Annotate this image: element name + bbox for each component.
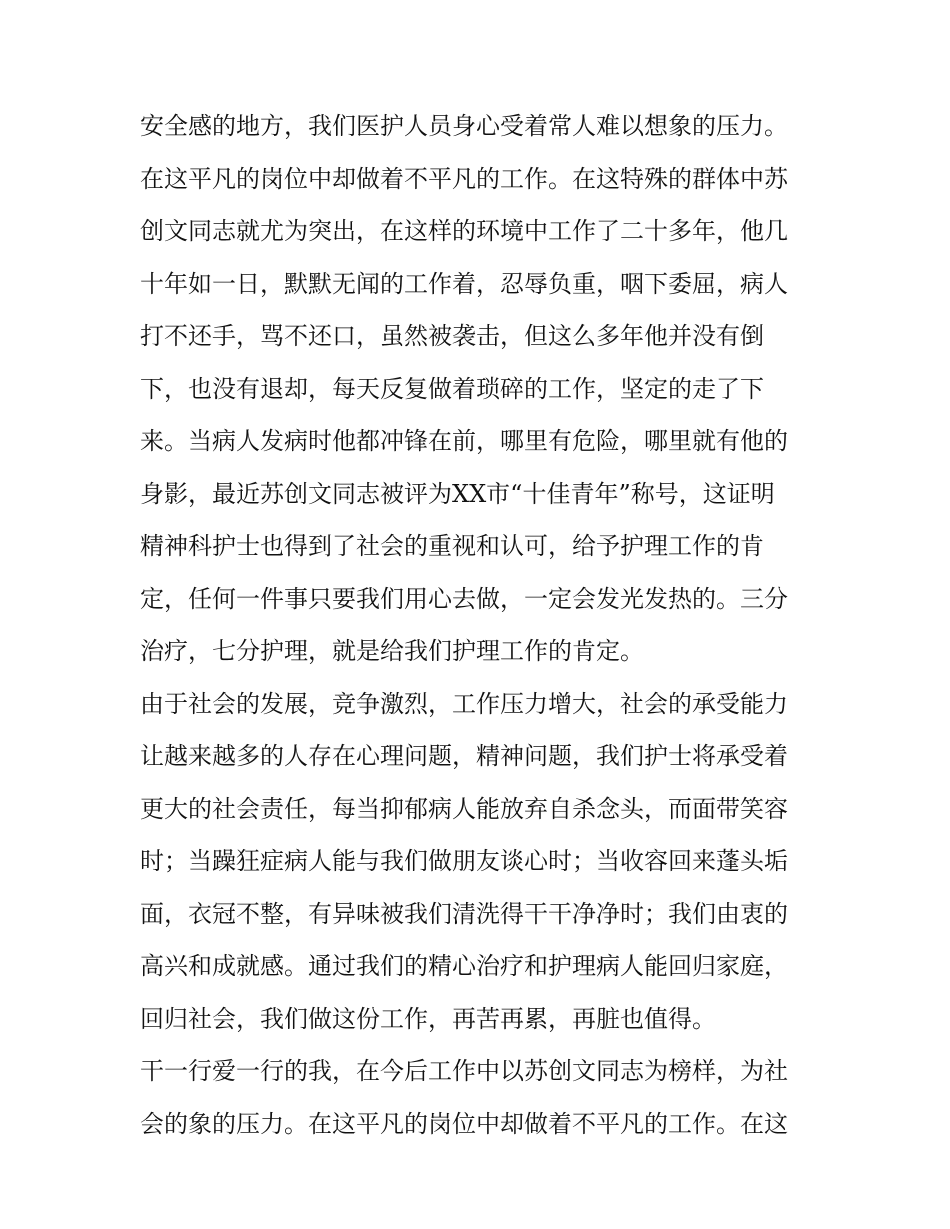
text-line: 打不还手，骂不还口，虽然被袭击，但这么多年他并没有倒 (140, 322, 764, 350)
text-line: 身影，最近苏创文同志被评为XX市“十佳青年”称号，这证明 (140, 479, 775, 508)
text-line: 高兴和成就感。通过我们的精心治疗和护理病人能回归家庭， (140, 952, 788, 980)
text-line: 治疗，七分护理，就是给我们护理工作的肯定。 (140, 637, 644, 665)
text-line: 安全感的地方，我们医护人员身心受着常人难以想象的压力。 (140, 112, 788, 140)
text-line: 在这平凡的岗位中却做着不平凡的工作。在这特殊的群体中苏 (140, 164, 788, 193)
text-line: 下，也没有退却，每天反复做着琐碎的工作，坚定的走了下 (140, 374, 764, 403)
text-line: 会的象的压力。在这平凡的岗位中却做着不平凡的工作。在这 (140, 1109, 788, 1138)
text-line: 创文同志就尤为突出，在这样的环境中工作了二十多年，他几 (140, 217, 788, 245)
text-line: 来。当病人发病时他都冲锋在前，哪里有危险，哪里就有他的 (140, 427, 788, 455)
text-line: 由于社会的发展，竞争激烈，工作压力增大，社会的承受能力 (140, 689, 788, 718)
text-line: 干一行爱一行的我，在今后工作中以苏创文同志为榜样，为社 (140, 1057, 788, 1085)
text-line: 回归社会，我们做这份工作，再苦再累，再脏也值得。 (140, 1004, 716, 1033)
text-line: 十年如一日，默默无闻的工作着，忍辱负重，咽下委屈，病人 (140, 269, 788, 298)
text-line: 面，衣冠不整，有异味被我们清洗得干干净净时；我们由衷的 (140, 899, 788, 928)
text-line: 时；当躁狂症病人能与我们做朋友谈心时；当收容回来蓬头垢 (140, 847, 788, 875)
body-text (140, 100, 820, 1150)
text-line: 让越来越多的人存在心理问题，精神问题，我们护士将承受着 (140, 742, 788, 770)
text-line: 定，任何一件事只要我们用心去做，一定会发光发热的。三分 (140, 584, 788, 613)
text-line: 更大的社会责任，每当抑郁病人能放弃自杀念头，而面带笑容 (140, 794, 788, 823)
text-line: 精神科护士也得到了社会的重视和认可，给予护理工作的肯 (140, 532, 764, 560)
